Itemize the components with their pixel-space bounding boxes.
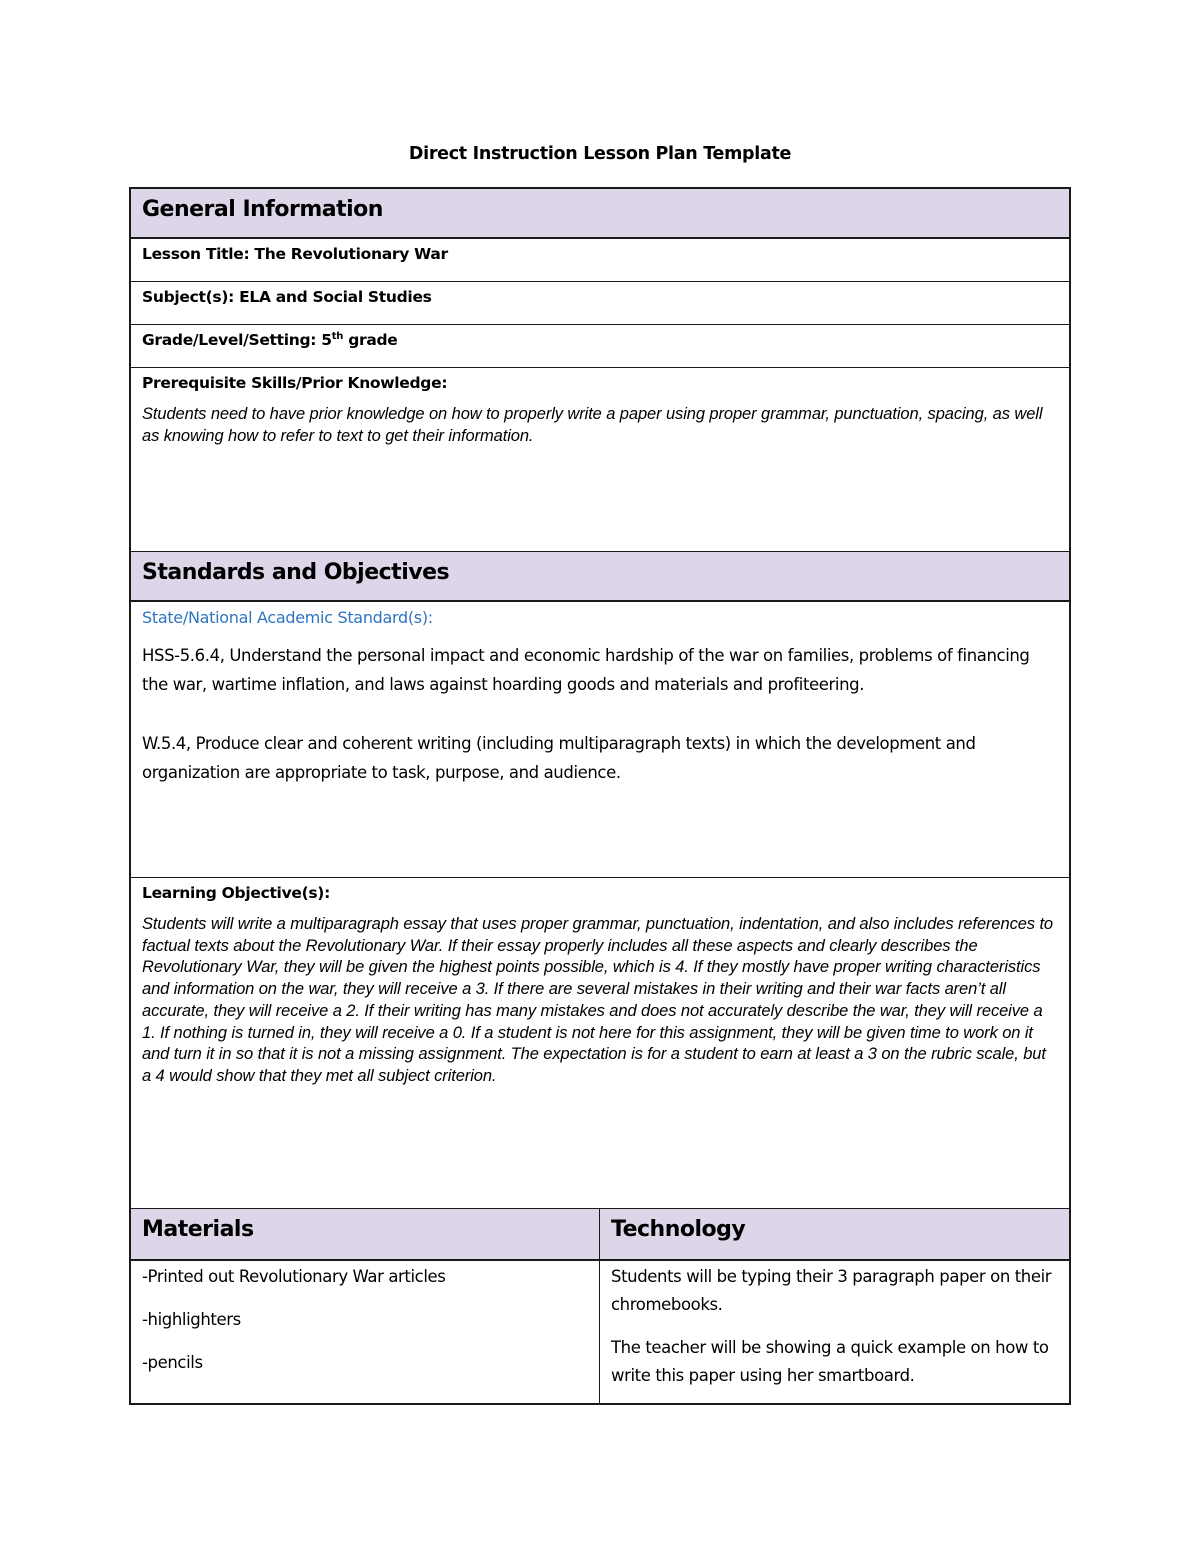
standard-hss-5-6-4: HSS-5.6.4, Understand the personal impact and economic hardship of the war on families, problems of financing the war, wartime inflation, and laws against hoarding goods and materials and profiteering. (142, 646, 1030, 694)
materials-technology-content-row (131, 1261, 1069, 1403)
standard-w-5-4: W.5.4, Produce clear and coherent writing (including multiparagraph texts) in which the development and organization are appropriate to task, purpose, and audience. (142, 734, 976, 782)
technology-paragraph: The teacher will be showing a quick example on how to write this paper using her smartboard. (611, 1338, 1049, 1385)
lesson-title-field (131, 239, 1069, 282)
technology-paragraph: Students will be typing their 3 paragraph paper on their chromebooks. (611, 1267, 1052, 1314)
technology-content (600, 1261, 1069, 1403)
grade-prefix: Grade/Level/Setting: 5 (142, 331, 332, 350)
lesson-title-text: Lesson Title: The Revolutionary War (142, 245, 448, 263)
general-information-heading: General Information (131, 189, 1069, 239)
standards-objectives-heading: Standards and Objectives (131, 552, 1069, 602)
document-title: Direct Instruction Lesson Plan Template (408, 144, 792, 164)
learning-objectives-field (131, 878, 1069, 1209)
grade-superscript: th (331, 331, 344, 342)
prerequisite-label: Prerequisite Skills/Prior Knowledge: (142, 374, 448, 392)
technology-heading: Technology (600, 1209, 1069, 1259)
materials-item: -Printed out Revolutionary War articles (142, 1267, 446, 1286)
materials-heading: Materials (131, 1209, 600, 1259)
learning-objectives-text: Students will write a multiparagraph essay that uses proper grammar, punctuation, indentation, and also includes references to factual texts about the Revolutionary War. If their essay properly includes all these aspects and clearly describes the Revolutionary War, they will be given the highest points possible, which is 4. If they mostly have proper writing characteristics and information on the war, they will receive a 3. If there are several mistakes in their writing and their war facts aren’t all accurate, they will receive a 2. If their writing has many mistakes and does not accurately describe the war, they will receive a 1. If nothing is turned in, they will receive a 0. If a student is not here for this assignment, they will be given time to work on it and turn it in so that it is not a missing assignment. The expectation is for a student to earn at least a 3 on the rubric scale, but a 4 would show that they met all subject criterion. (142, 915, 1053, 1085)
academic-standards-field (131, 602, 1069, 878)
materials-technology-heading-row (131, 1209, 1069, 1261)
subjects-text: Subject(s): ELA and Social Studies (142, 288, 432, 306)
prerequisite-field (131, 368, 1069, 552)
lesson-plan-table (129, 187, 1071, 1405)
academic-standards-label: State/National Academic Standard(s): (142, 608, 433, 627)
materials-item: -highlighters (142, 1310, 241, 1329)
prerequisite-text: Students need to have prior knowledge on how to properly write a paper using proper grammar, punctuation, spacing, as well as knowing how to refer to text to get their information. (142, 405, 1043, 445)
subjects-field (131, 282, 1069, 325)
materials-list (131, 1261, 600, 1403)
grade-level-field (131, 325, 1069, 368)
grade-suffix: grade (343, 331, 398, 350)
learning-objectives-label: Learning Objective(s): (142, 884, 330, 902)
materials-item: -pencils (142, 1353, 203, 1372)
